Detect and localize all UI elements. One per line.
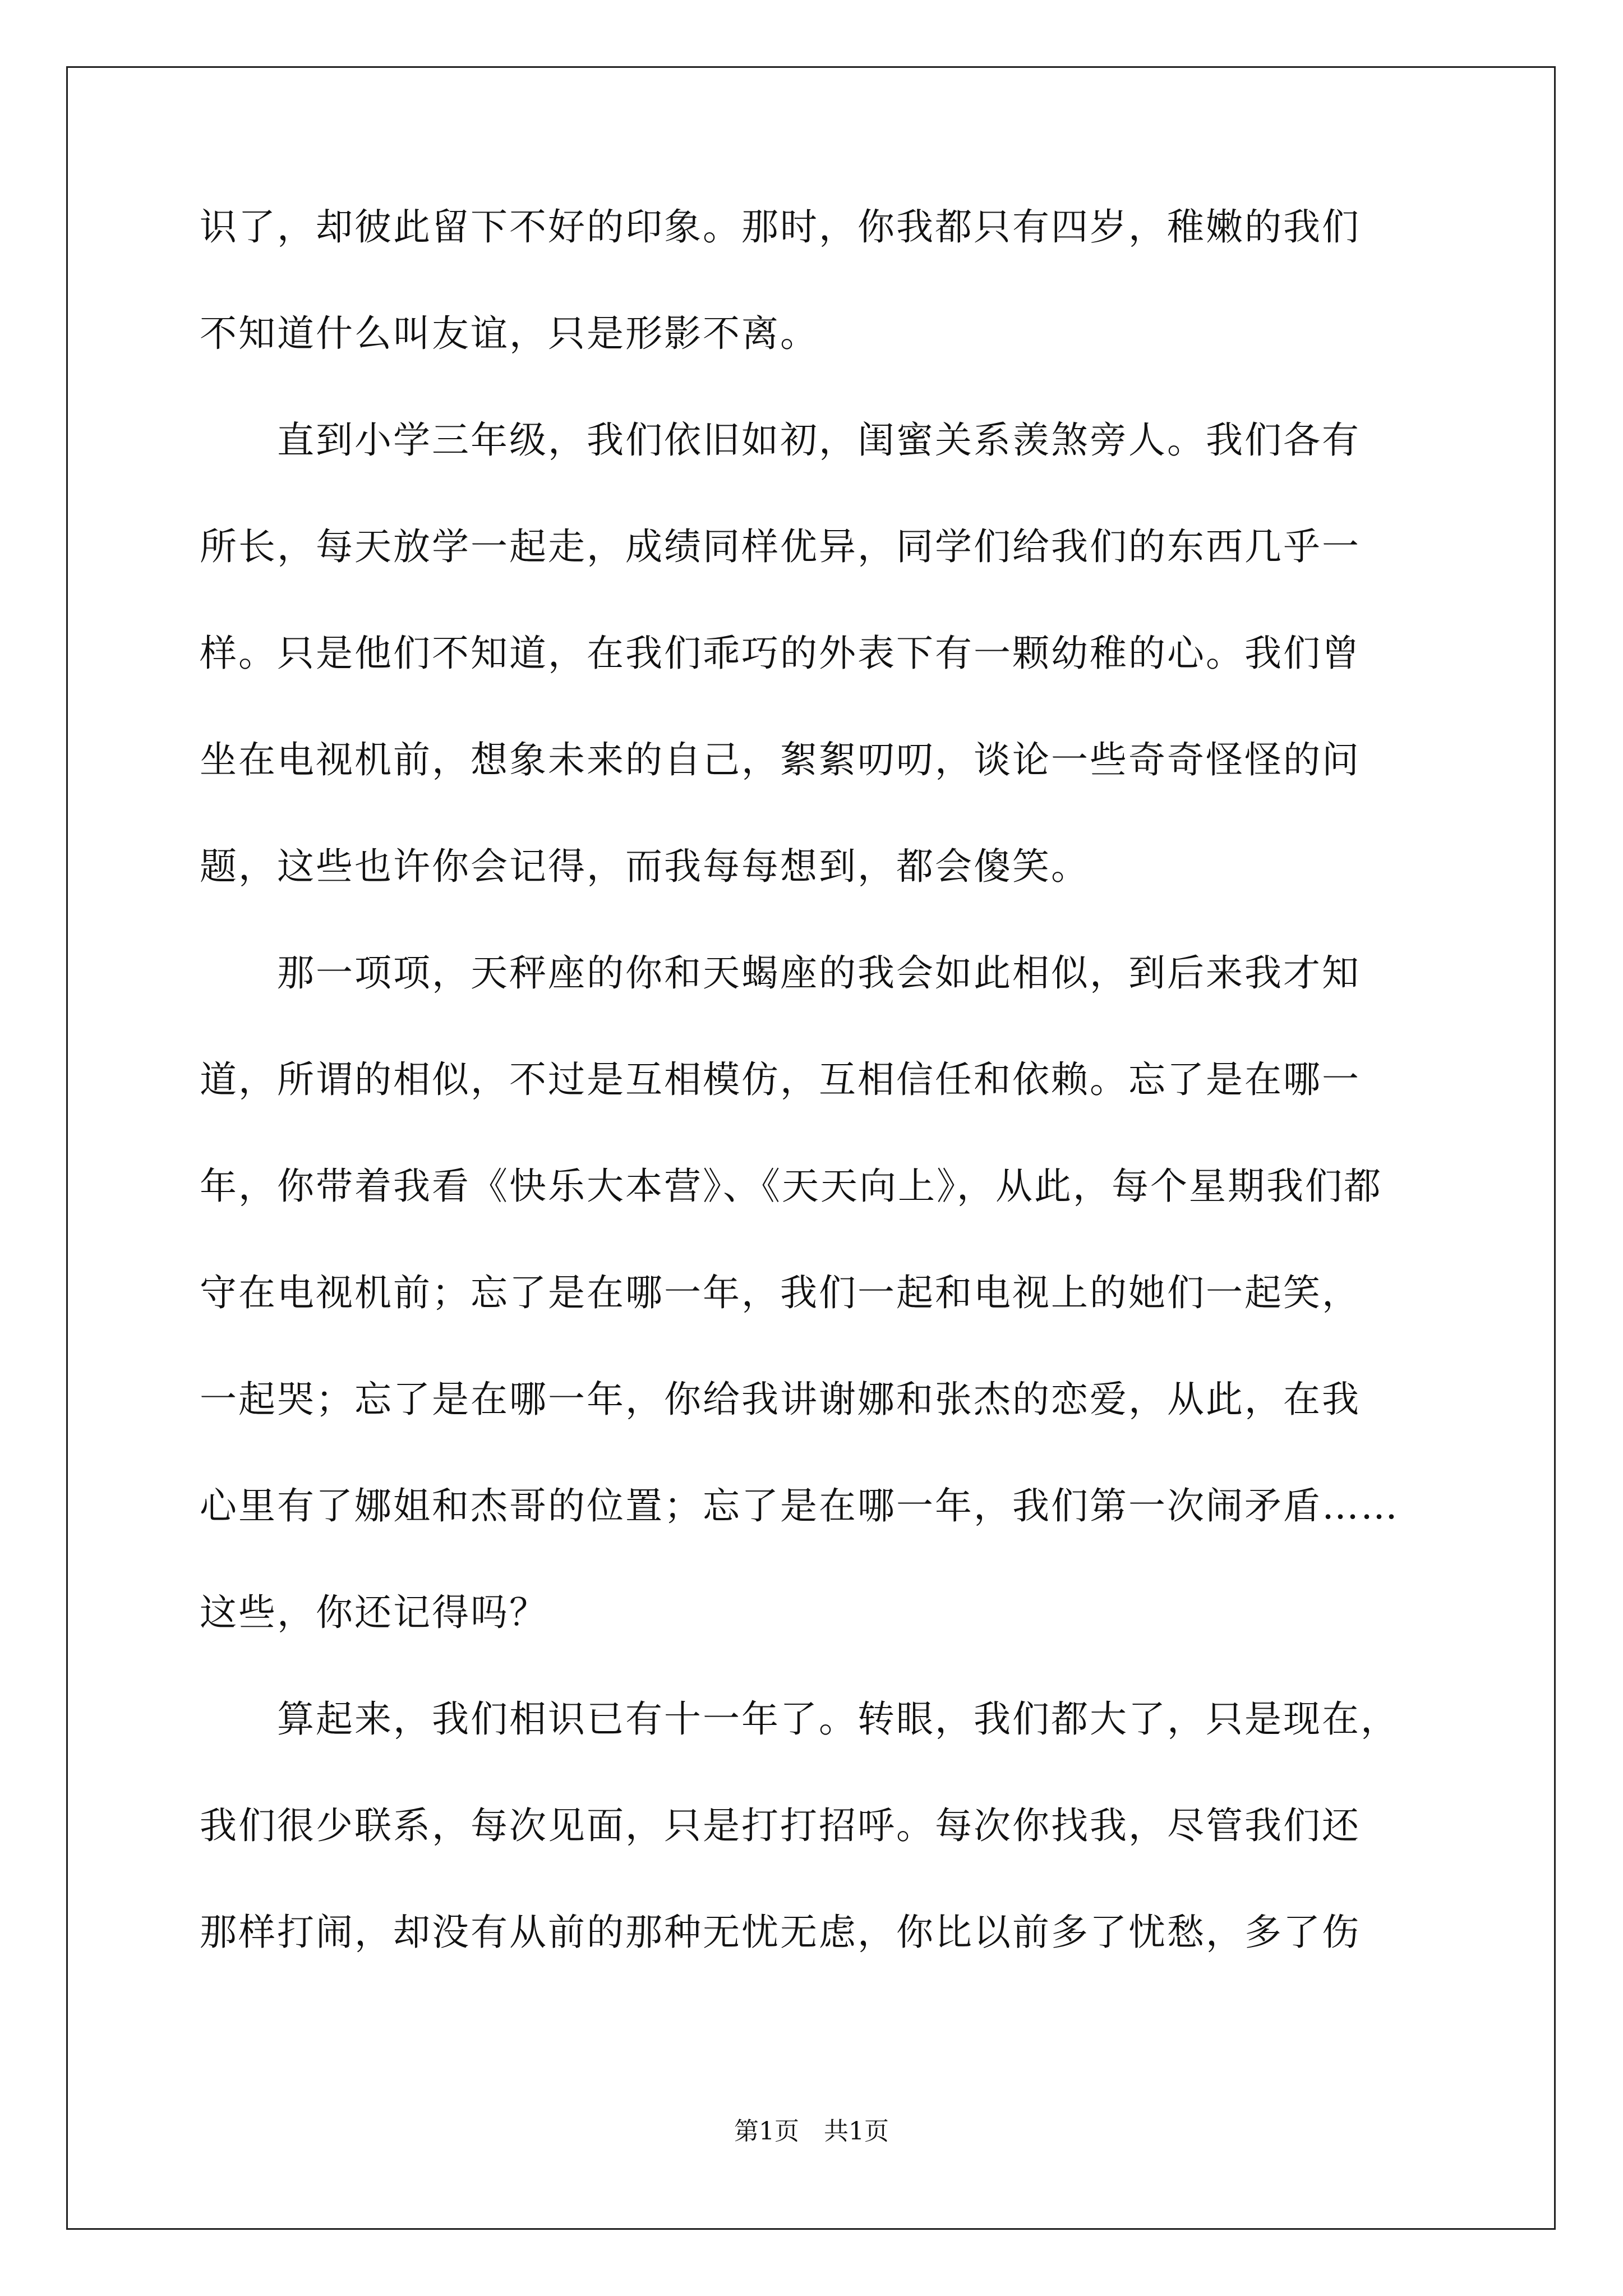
text-line: 识了，却彼此留下不好的印象。那时，你我都只有四岁，稚嫩的我们: [200, 205, 1361, 249]
text-line: 样。只是他们不知道，在我们乖巧的外表下有一颗幼稚的心。我们曾: [200, 632, 1361, 675]
text-line: 心里有了娜姐和杰哥的位置；忘了是在哪一年，我们第一次闹矛盾……: [200, 1484, 1399, 1527]
text-line: 坐在电视机前，想象未来的自己，絮絮叨叨，谈论一些奇奇怪怪的问: [200, 738, 1361, 781]
text-line: 我们很少联系，每次见面，只是打打招呼。每次你找我，尽管我们还: [200, 1804, 1361, 1847]
text-line: 一起哭；忘了是在哪一年，你给我讲谢娜和张杰的恋爱，从此，在我: [200, 1378, 1361, 1421]
text-line: 那样打闹，却没有从前的那种无忧无虑，你比以前多了忧愁，多了伤: [200, 1911, 1361, 1954]
text-line: 道，所谓的相似，不过是互相模仿，互相信任和依赖。忘了是在哪一: [200, 1058, 1361, 1101]
text-line: 这些，你还记得吗？: [200, 1591, 548, 1634]
page-number-footer: 第1页 共1页: [734, 2117, 889, 2146]
text-line: 算起来，我们相识已有十一年了。转眼，我们都大了，只是现在，: [200, 1697, 1399, 1741]
text-line: 直到小学三年级，我们依旧如初，闺蜜关系羡煞旁人。我们各有: [200, 418, 1361, 462]
text-line: 那一项项，天秤座的你和天蝎座的我会如此相似，到后来我才知: [200, 951, 1361, 995]
text-line: 守在电视机前；忘了是在哪一年，我们一起和电视上的她们一起笑，: [200, 1271, 1361, 1314]
text-line: 所长，每天放学一起走，成绩同样优异，同学们给我们的东西几乎一: [200, 525, 1361, 568]
text-line: 题，这些也许你会记得，而我每每想到，都会傻笑。: [200, 845, 1090, 888]
text-line: 年，你带着我看《快乐大本营》、《天天向上》，从此，每个星期我们都: [200, 1165, 1382, 1208]
text-line: 不知道什么叫友谊，只是形影不离。: [200, 312, 819, 355]
